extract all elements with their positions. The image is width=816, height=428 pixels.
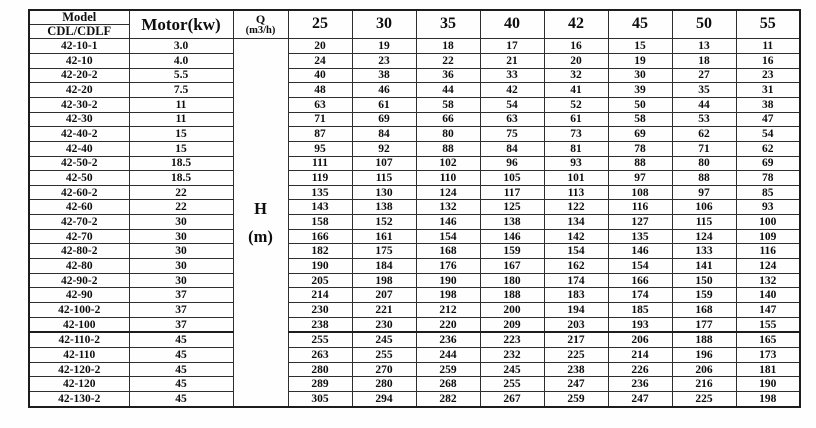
- motor-cell: 37: [129, 288, 233, 303]
- head-value-cell: 15: [608, 39, 672, 54]
- head-value-cell: 124: [736, 259, 800, 274]
- motor-cell: 37: [129, 303, 233, 318]
- motor-cell: 15: [129, 127, 233, 142]
- head-value-cell: 122: [544, 200, 608, 215]
- head-value-cell: 142: [544, 229, 608, 244]
- head-value-cell: 147: [736, 303, 800, 318]
- motor-cell: 3.0: [129, 39, 233, 54]
- table-row: [29, 185, 800, 200]
- model-cell: 42-50-2: [29, 156, 129, 171]
- head-value-cell: 154: [608, 259, 672, 274]
- head-value-cell: 173: [736, 348, 800, 363]
- head-value-cell: 47: [736, 112, 800, 127]
- table-row: [29, 39, 800, 54]
- head-value-cell: 39: [608, 83, 672, 98]
- table-row: [29, 288, 800, 303]
- head-value-cell: 116: [608, 200, 672, 215]
- head-value-cell: 134: [544, 215, 608, 230]
- head-value-cell: 109: [736, 229, 800, 244]
- head-value-cell: 16: [544, 39, 608, 54]
- motor-cell: 11: [129, 97, 233, 112]
- head-value-cell: 183: [544, 288, 608, 303]
- table-row: [29, 156, 800, 171]
- head-value-cell: 81: [544, 141, 608, 156]
- head-value-cell: 138: [480, 215, 544, 230]
- model-cell: 42-70: [29, 229, 129, 244]
- flow-column-header: 35: [416, 10, 480, 39]
- head-value-cell: 238: [288, 317, 352, 332]
- table-row: [29, 112, 800, 127]
- motor-cell: 45: [129, 348, 233, 363]
- head-value-cell: 267: [480, 392, 544, 407]
- head-value-cell: 154: [416, 229, 480, 244]
- head-value-cell: 69: [352, 112, 416, 127]
- head-value-cell: 48: [288, 83, 352, 98]
- head-value-cell: 154: [544, 244, 608, 259]
- head-value-cell: 16: [736, 53, 800, 68]
- head-value-cell: 206: [608, 332, 672, 347]
- head-value-cell: 166: [288, 229, 352, 244]
- head-value-cell: 78: [736, 171, 800, 186]
- head-value-cell: 50: [608, 97, 672, 112]
- head-value-cell: 168: [672, 303, 736, 318]
- head-value-cell: 175: [352, 244, 416, 259]
- head-value-cell: 115: [672, 215, 736, 230]
- motor-cell: 45: [129, 392, 233, 407]
- table-row: [29, 141, 800, 156]
- model-cell: 42-90-2: [29, 273, 129, 288]
- head-value-cell: 75: [480, 127, 544, 142]
- flow-column-header: 25: [288, 10, 352, 39]
- head-value-cell: 11: [736, 39, 800, 54]
- head-value-cell: 245: [480, 362, 544, 377]
- head-value-cell: 244: [416, 348, 480, 363]
- head-value-cell: 255: [352, 348, 416, 363]
- table-row: [29, 317, 800, 332]
- motor-cell: 7.5: [129, 83, 233, 98]
- head-value-cell: 205: [288, 273, 352, 288]
- head-value-cell: 232: [480, 348, 544, 363]
- head-value-cell: 23: [736, 68, 800, 83]
- head-unit-cell: [233, 39, 288, 407]
- head-value-cell: 107: [352, 156, 416, 171]
- head-value-cell: 146: [608, 244, 672, 259]
- head-value-cell: 22: [416, 53, 480, 68]
- pump-head-table: [28, 9, 801, 408]
- head-value-cell: 289: [288, 377, 352, 392]
- head-value-cell: 32: [544, 68, 608, 83]
- model-cell: 42-60: [29, 200, 129, 215]
- head-value-cell: 223: [480, 332, 544, 347]
- model-cell: 42-100-2: [29, 303, 129, 318]
- model-cell: 42-40-2: [29, 127, 129, 142]
- head-value-cell: 31: [736, 83, 800, 98]
- head-value-cell: 190: [416, 273, 480, 288]
- motor-cell: 11: [129, 112, 233, 127]
- model-cell: 42-110: [29, 348, 129, 363]
- model-cell: 42-130-2: [29, 392, 129, 407]
- head-value-cell: 20: [288, 39, 352, 54]
- table-row: [29, 244, 800, 259]
- head-value-cell: 146: [480, 229, 544, 244]
- head-value-cell: 259: [416, 362, 480, 377]
- table-header: [29, 10, 800, 39]
- head-value-cell: 46: [352, 83, 416, 98]
- head-value-cell: 181: [736, 362, 800, 377]
- model-cell: 42-20-2: [29, 68, 129, 83]
- head-unit-label: (m): [248, 227, 273, 247]
- model-cell: 42-10: [29, 53, 129, 68]
- head-value-cell: 105: [480, 171, 544, 186]
- model-cell: 42-20: [29, 83, 129, 98]
- head-value-cell: 63: [480, 112, 544, 127]
- model-cell: 42-120: [29, 377, 129, 392]
- motor-cell: 22: [129, 185, 233, 200]
- head-value-cell: 85: [736, 185, 800, 200]
- head-value-cell: 220: [416, 317, 480, 332]
- head-value-cell: 203: [544, 317, 608, 332]
- flow-q-header: [233, 10, 288, 39]
- head-value-cell: 80: [416, 127, 480, 142]
- head-value-cell: 108: [608, 185, 672, 200]
- motor-header: Motor(kw): [129, 10, 233, 39]
- head-value-cell: 100: [736, 215, 800, 230]
- table-row: [29, 273, 800, 288]
- head-value-cell: 88: [672, 171, 736, 186]
- head-value-cell: 198: [416, 288, 480, 303]
- head-value-cell: 140: [736, 288, 800, 303]
- head-value-cell: 143: [288, 200, 352, 215]
- head-value-cell: 159: [480, 244, 544, 259]
- head-value-cell: 225: [544, 348, 608, 363]
- head-value-cell: 188: [480, 288, 544, 303]
- head-value-cell: 21: [480, 53, 544, 68]
- head-value-cell: 93: [736, 200, 800, 215]
- head-value-cell: 54: [736, 127, 800, 142]
- head-value-cell: 52: [544, 97, 608, 112]
- motor-cell: 5.5: [129, 68, 233, 83]
- head-value-cell: 190: [736, 377, 800, 392]
- table-row: [29, 362, 800, 377]
- model-cell: 42-110-2: [29, 332, 129, 347]
- flow-column-header: 55: [736, 10, 800, 39]
- model-cell: 42-60-2: [29, 185, 129, 200]
- head-value-cell: 58: [608, 112, 672, 127]
- model-series-header: CDL/CDLF: [29, 25, 129, 39]
- head-value-cell: 116: [736, 244, 800, 259]
- head-value-cell: 132: [416, 200, 480, 215]
- head-value-cell: 174: [608, 288, 672, 303]
- head-value-cell: 182: [288, 244, 352, 259]
- model-cell: 42-100: [29, 317, 129, 332]
- head-value-cell: 38: [736, 97, 800, 112]
- head-value-cell: 62: [672, 127, 736, 142]
- flow-column-header: 40: [480, 10, 544, 39]
- head-value-cell: 133: [672, 244, 736, 259]
- model-cell: 42-80: [29, 259, 129, 274]
- head-value-cell: 33: [480, 68, 544, 83]
- head-value-cell: 88: [416, 141, 480, 156]
- head-value-cell: 54: [480, 97, 544, 112]
- head-value-cell: 214: [288, 288, 352, 303]
- head-value-cell: 168: [416, 244, 480, 259]
- head-value-cell: 44: [672, 97, 736, 112]
- head-value-cell: 17: [480, 39, 544, 54]
- head-value-cell: 97: [672, 185, 736, 200]
- model-cell: 42-40: [29, 141, 129, 156]
- head-value-cell: 106: [672, 200, 736, 215]
- table-row: [29, 83, 800, 98]
- model-cell: 42-90: [29, 288, 129, 303]
- head-value-cell: 18: [672, 53, 736, 68]
- motor-cell: 37: [129, 317, 233, 332]
- head-value-cell: 132: [736, 273, 800, 288]
- head-value-cell: 167: [480, 259, 544, 274]
- head-value-cell: 177: [672, 317, 736, 332]
- head-value-cell: 92: [352, 141, 416, 156]
- head-value-cell: 185: [608, 303, 672, 318]
- head-value-cell: 294: [352, 392, 416, 407]
- motor-cell: 30: [129, 273, 233, 288]
- head-value-cell: 101: [544, 171, 608, 186]
- head-value-cell: 78: [608, 141, 672, 156]
- head-value-cell: 73: [544, 127, 608, 142]
- table-row: [29, 171, 800, 186]
- head-value-cell: 214: [608, 348, 672, 363]
- head-value-cell: 35: [672, 83, 736, 98]
- model-cell: 42-80-2: [29, 244, 129, 259]
- head-value-cell: 216: [672, 377, 736, 392]
- head-value-cell: 152: [352, 215, 416, 230]
- q-unit: (m3/h): [245, 25, 276, 37]
- head-value-cell: 225: [672, 392, 736, 407]
- head-value-cell: 263: [288, 348, 352, 363]
- head-value-cell: 198: [736, 392, 800, 407]
- head-value-cell: 180: [480, 273, 544, 288]
- head-value-cell: 88: [608, 156, 672, 171]
- table-row: [29, 259, 800, 274]
- head-value-cell: 305: [288, 392, 352, 407]
- head-symbol: H: [254, 198, 267, 218]
- head-value-cell: 230: [352, 317, 416, 332]
- motor-cell: 18.5: [129, 156, 233, 171]
- head-value-cell: 125: [480, 200, 544, 215]
- head-value-cell: 166: [608, 273, 672, 288]
- table-row: [29, 332, 800, 347]
- model-cell: 42-70-2: [29, 215, 129, 230]
- model-cell: 42-50: [29, 171, 129, 186]
- head-value-cell: 193: [608, 317, 672, 332]
- head-value-cell: 113: [544, 185, 608, 200]
- head-value-cell: 280: [352, 377, 416, 392]
- head-value-cell: 236: [416, 332, 480, 347]
- head-value-cell: 236: [608, 377, 672, 392]
- head-value-cell: 206: [672, 362, 736, 377]
- head-value-cell: 44: [416, 83, 480, 98]
- head-value-cell: 198: [352, 273, 416, 288]
- head-value-cell: 194: [544, 303, 608, 318]
- head-value-cell: 212: [416, 303, 480, 318]
- head-value-cell: 41: [544, 83, 608, 98]
- table-row: [29, 348, 800, 363]
- head-value-cell: 127: [608, 215, 672, 230]
- head-value-cell: 80: [672, 156, 736, 171]
- head-value-cell: 200: [480, 303, 544, 318]
- head-value-cell: 115: [352, 171, 416, 186]
- head-value-cell: 247: [544, 377, 608, 392]
- head-value-cell: 146: [416, 215, 480, 230]
- model-cell: 42-30-2: [29, 97, 129, 112]
- motor-cell: 45: [129, 362, 233, 377]
- table-row: [29, 392, 800, 407]
- head-value-cell: 155: [736, 317, 800, 332]
- head-value-cell: 30: [608, 68, 672, 83]
- head-value-cell: 130: [352, 185, 416, 200]
- motor-cell: 22: [129, 200, 233, 215]
- head-value-cell: 230: [288, 303, 352, 318]
- head-value-cell: 135: [288, 185, 352, 200]
- head-value-cell: 268: [416, 377, 480, 392]
- table-row: [29, 377, 800, 392]
- head-value-cell: 93: [544, 156, 608, 171]
- head-value-cell: 159: [672, 288, 736, 303]
- motor-cell: 30: [129, 259, 233, 274]
- head-value-cell: 226: [608, 362, 672, 377]
- head-value-cell: 150: [672, 273, 736, 288]
- head-value-cell: 217: [544, 332, 608, 347]
- head-value-cell: 36: [416, 68, 480, 83]
- head-value-cell: 69: [736, 156, 800, 171]
- head-value-cell: 97: [608, 171, 672, 186]
- head-value-cell: 87: [288, 127, 352, 142]
- head-value-cell: 247: [608, 392, 672, 407]
- head-value-cell: 95: [288, 141, 352, 156]
- table-body: [29, 39, 800, 407]
- head-value-cell: 282: [416, 392, 480, 407]
- motor-cell: 18.5: [129, 171, 233, 186]
- head-value-cell: 111: [288, 156, 352, 171]
- head-value-cell: 27: [672, 68, 736, 83]
- head-value-cell: 66: [416, 112, 480, 127]
- head-value-cell: 84: [352, 127, 416, 142]
- model-cell: 42-30: [29, 112, 129, 127]
- head-value-cell: 280: [288, 362, 352, 377]
- table-row: [29, 303, 800, 318]
- table-row: [29, 229, 800, 244]
- head-value-cell: 161: [352, 229, 416, 244]
- head-value-cell: 207: [352, 288, 416, 303]
- table-row: [29, 127, 800, 142]
- head-value-cell: 174: [544, 273, 608, 288]
- table-row: [29, 215, 800, 230]
- head-value-cell: 63: [288, 97, 352, 112]
- head-value-cell: 138: [352, 200, 416, 215]
- head-value-cell: 23: [352, 53, 416, 68]
- head-value-cell: 141: [672, 259, 736, 274]
- head-value-cell: 71: [288, 112, 352, 127]
- head-value-cell: 158: [288, 215, 352, 230]
- head-value-cell: 62: [736, 141, 800, 156]
- flow-column-header: 45: [608, 10, 672, 39]
- head-value-cell: 255: [288, 332, 352, 347]
- motor-cell: 45: [129, 377, 233, 392]
- head-value-cell: 255: [480, 377, 544, 392]
- head-value-cell: 40: [288, 68, 352, 83]
- head-value-cell: 110: [416, 171, 480, 186]
- table-row: [29, 53, 800, 68]
- head-value-cell: 165: [736, 332, 800, 347]
- head-value-cell: 53: [672, 112, 736, 127]
- head-value-cell: 124: [672, 229, 736, 244]
- motor-cell: 4.0: [129, 53, 233, 68]
- head-value-cell: 38: [352, 68, 416, 83]
- motor-cell: 30: [129, 215, 233, 230]
- model-cell: 42-10-1: [29, 39, 129, 54]
- head-value-cell: 13: [672, 39, 736, 54]
- head-value-cell: 61: [352, 97, 416, 112]
- head-value-cell: 19: [352, 39, 416, 54]
- head-value-cell: 245: [352, 332, 416, 347]
- head-value-cell: 190: [288, 259, 352, 274]
- head-value-cell: 184: [352, 259, 416, 274]
- head-value-cell: 69: [608, 127, 672, 142]
- head-value-cell: 188: [672, 332, 736, 347]
- head-value-cell: 71: [672, 141, 736, 156]
- head-value-cell: 19: [608, 53, 672, 68]
- head-value-cell: 135: [608, 229, 672, 244]
- head-value-cell: 117: [480, 185, 544, 200]
- flow-column-header: 50: [672, 10, 736, 39]
- model-cell: 42-120-2: [29, 362, 129, 377]
- q-symbol: Q: [255, 11, 266, 26]
- motor-cell: 15: [129, 141, 233, 156]
- model-header: Model: [29, 10, 129, 25]
- head-value-cell: 58: [416, 97, 480, 112]
- head-value-cell: 84: [480, 141, 544, 156]
- head-value-cell: 270: [352, 362, 416, 377]
- table-row: [29, 68, 800, 83]
- head-value-cell: 119: [288, 171, 352, 186]
- motor-cell: 45: [129, 332, 233, 347]
- flow-column-header: 30: [352, 10, 416, 39]
- motor-cell: 30: [129, 229, 233, 244]
- table-row: [29, 97, 800, 112]
- motor-cell: 30: [129, 244, 233, 259]
- head-value-cell: 162: [544, 259, 608, 274]
- head-value-cell: 20: [544, 53, 608, 68]
- head-value-cell: 42: [480, 83, 544, 98]
- head-value-cell: 102: [416, 156, 480, 171]
- flow-column-header: 42: [544, 10, 608, 39]
- head-value-cell: 96: [480, 156, 544, 171]
- head-value-cell: 259: [544, 392, 608, 407]
- head-value-cell: 196: [672, 348, 736, 363]
- head-value-cell: 221: [352, 303, 416, 318]
- head-value-cell: 61: [544, 112, 608, 127]
- head-value-cell: 176: [416, 259, 480, 274]
- head-value-cell: 209: [480, 317, 544, 332]
- head-value-cell: 124: [416, 185, 480, 200]
- head-value-cell: 238: [544, 362, 608, 377]
- head-value-cell: 18: [416, 39, 480, 54]
- head-value-cell: 24: [288, 53, 352, 68]
- table-row: [29, 200, 800, 215]
